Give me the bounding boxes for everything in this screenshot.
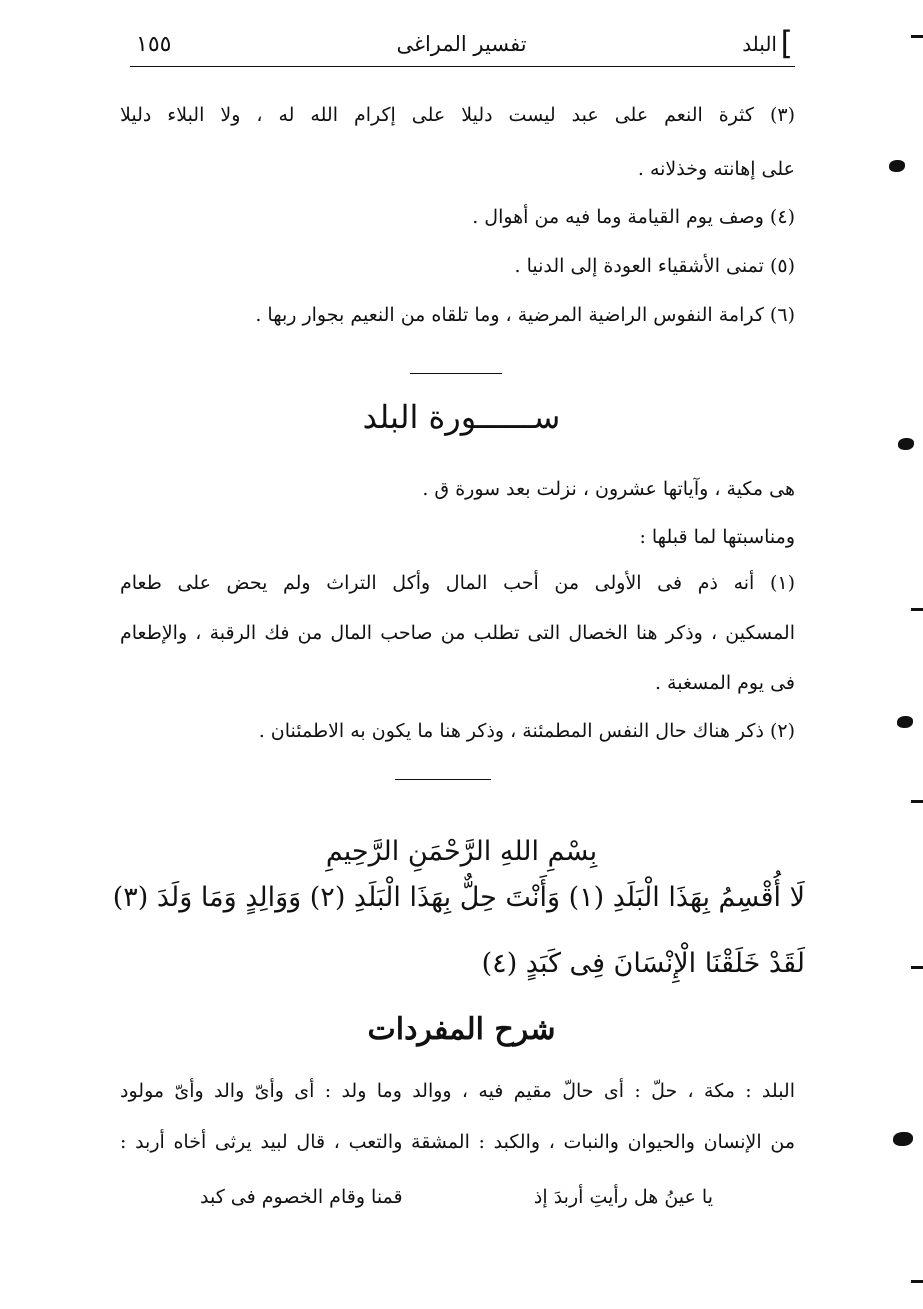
margin-mark — [911, 608, 923, 611]
intro-line: المسكين ، وذكر هنا الخصال التى تطلب من صاحب المال من فك الرقبة ، والإطعام — [120, 622, 795, 644]
summary-line: (٣) كثرة النعم على عبد ليست دليلا على إكرام الله له ، ولا البلاء دليلا — [120, 104, 795, 126]
margin-mark — [911, 966, 923, 969]
margin-mark — [898, 438, 914, 450]
header-bracket: ] — [780, 24, 793, 62]
margin-mark — [911, 35, 923, 38]
quran-verse-line: لَقَدْ خَلَقْنَا الْإِنْسَانَ فِى كَبَدٍ (٤) — [481, 948, 805, 979]
margin-mark — [893, 1132, 913, 1146]
vocab-line: من الإنسان والحيوان والنبات ، والكبد : المشقة والتعب ، قال لبيد يرثى أخاه أربد : — [120, 1131, 795, 1153]
margin-mark — [897, 716, 913, 728]
separator-rule — [395, 779, 491, 780]
section-heading: شرح المفردات — [367, 1012, 556, 1047]
margin-mark — [911, 1280, 923, 1283]
intro-line: (١) أنه ذم فى الأولى من أحب المال وأكل التراث ولم يحض على طعام — [120, 572, 795, 594]
vocab-line: البلد : مكة ، حلّ : أى حالّ مقيم فيه ، ووالد وما ولد : أى وأىّ والد وأىّ مولود — [120, 1080, 795, 1102]
summary-line: (٦) كرامة النفوس الراضية المرضية ، وما تلقاه من النعيم بجوار ربها . — [255, 304, 795, 326]
poem-hemistich: قمنا وقام الخصوم فى كبد — [200, 1186, 403, 1208]
separator-rule — [410, 373, 502, 374]
header-book-title: تفسير المراغى — [396, 32, 527, 56]
intro-line: ومناسبتها لما قبلها : — [639, 526, 795, 548]
margin-mark — [889, 160, 905, 172]
header-surah-name: البلد — [742, 32, 777, 56]
intro-line: فى يوم المسغبة . — [654, 672, 795, 694]
margin-mark — [911, 800, 923, 803]
intro-line: (٢) ذكر هناك حال النفس المطمئنة ، وذكر هنا ما يكون به الاطمئنان . — [258, 720, 795, 742]
running-header — [128, 24, 795, 62]
header-rule — [130, 66, 795, 67]
poem-verse — [200, 1186, 713, 1208]
summary-line: على إهانته وخذلانه . — [637, 158, 795, 180]
summary-line: (٥) تمنى الأشقياء العودة إلى الدنيا . — [514, 255, 795, 277]
poem-hemistich: يا عينُ هل رأيتِ أربدَ إذ — [533, 1186, 713, 1208]
basmala: بِسْمِ اللهِ الرَّحْمَنِ الرَّحِيمِ — [325, 836, 598, 867]
surah-title: ســــــورة البلد — [362, 398, 561, 436]
summary-line: (٤) وصف يوم القيامة وما فيه من أهوال . — [472, 206, 795, 228]
page-number: ١٥٥ — [136, 32, 172, 57]
intro-line: هى مكية ، وآياتها عشرون ، نزلت بعد سورة ق . — [422, 478, 795, 500]
quran-verse-line: لَا أُقْسِمُ بِهَذَا الْبَلَدِ (١) وَأَنْتَ حِلٌّ بِهَذَا الْبَلَدِ (٢) وَوَالِدٍ وَمَا وَلَدَ (٣) — [112, 882, 805, 913]
